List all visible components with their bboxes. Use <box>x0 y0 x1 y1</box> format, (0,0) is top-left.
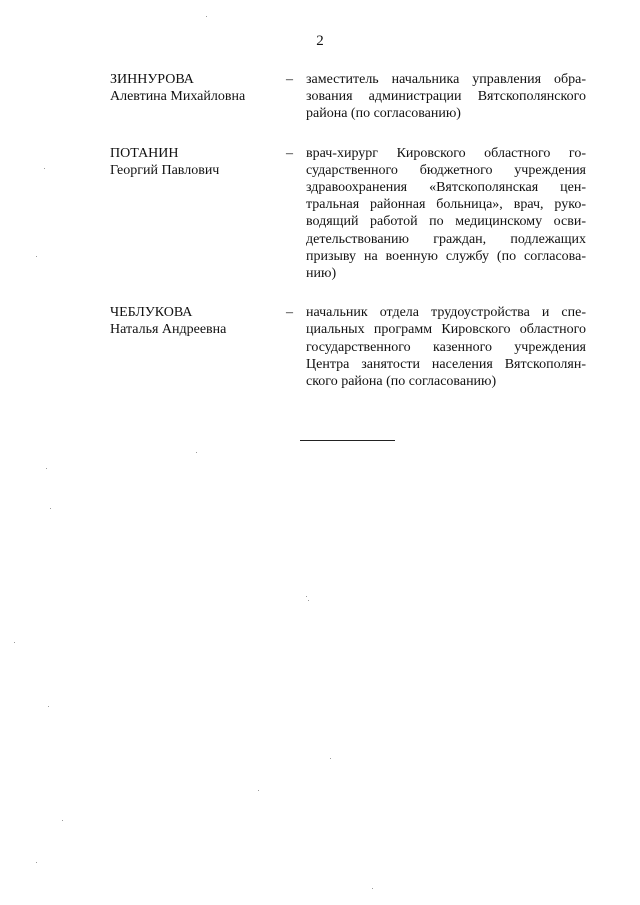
person-name <box>110 145 286 283</box>
scan-speck <box>50 508 51 509</box>
scan-speck <box>14 642 15 643</box>
scan-speck <box>62 820 63 821</box>
surname: ПОТАНИН <box>110 145 179 161</box>
position-description: врач-хирург Кировского областного государственного бюджетного учреждения здравоохранения «Вятскополянская центральная районная больница», врач, руководящий работой по медицинскому освидетельствованию граждан, подлежащих призыву на военную службу (по согласованию) <box>306 145 586 282</box>
dash-separator: – <box>286 145 293 161</box>
dash-separator: – <box>286 72 293 87</box>
page-number: 2 <box>316 33 324 49</box>
scan-speck <box>206 16 207 17</box>
surname: ЧЕБЛУКОВА <box>110 305 193 321</box>
list-item <box>110 304 590 390</box>
scan-speck <box>36 862 37 863</box>
given-names: Алевтина Михайловна <box>110 89 246 104</box>
position-description: заместитель начальника управления образования администрации Вятскополянского района (по согласованию) <box>306 72 586 122</box>
scan-speck <box>308 600 309 601</box>
scan-speck <box>36 256 37 257</box>
scan-speck <box>44 168 45 169</box>
scan-speck <box>46 468 47 469</box>
end-rule <box>300 440 395 441</box>
position-description: начальник отдела трудоустройства и специальных программ Кировского областного государственного казенного учреждения Центра занятости населения Вятскополянского района (по согласованию) <box>306 305 586 390</box>
scan-speck <box>48 706 49 707</box>
given-names: Наталья Андреевна <box>110 322 227 338</box>
list-item <box>110 71 590 123</box>
surname: ЗИННУРОВА <box>110 72 194 87</box>
list-item <box>110 145 590 283</box>
person-name <box>110 304 286 390</box>
scan-speck <box>258 790 259 791</box>
scan-speck <box>196 452 197 453</box>
scan-speck <box>372 888 373 889</box>
scan-speck <box>330 758 331 759</box>
scan-speck <box>306 596 307 597</box>
person-name <box>110 71 286 123</box>
member-list <box>110 71 590 412</box>
dash-separator: – <box>286 305 293 321</box>
given-names: Георгий Павлович <box>110 162 220 178</box>
